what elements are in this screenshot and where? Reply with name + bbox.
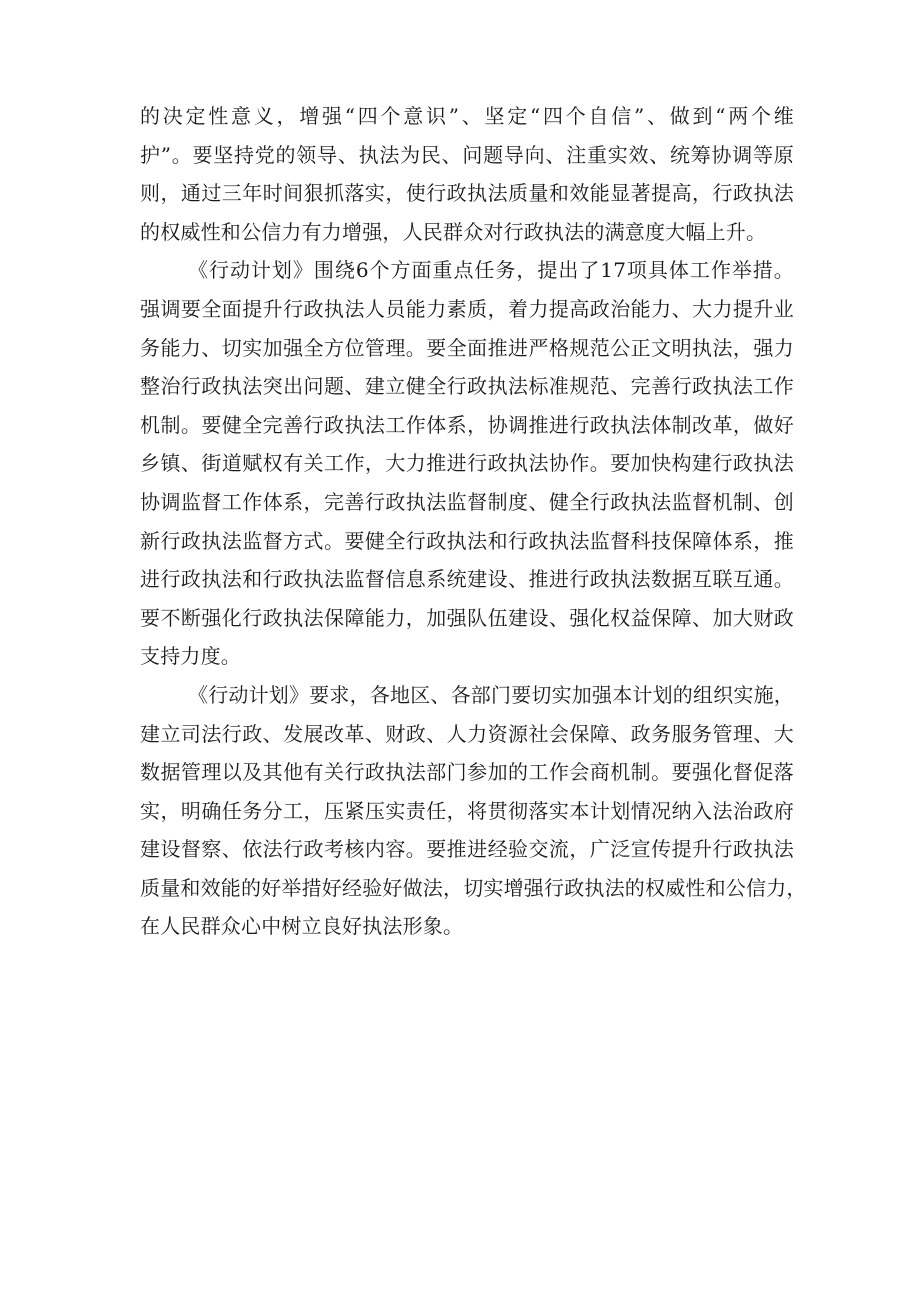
text-line: 的权威性和公信力有力增强，人民群众对行政执法的满意度大幅上升。 xyxy=(140,219,767,244)
text-line: 务能力、切实加强全方位管理。要全面推进严格规范公正文明执法，强力 xyxy=(140,335,794,360)
text-line: 《行动计划》要求，各地区、各部门要切实加强本计划的组织实施， xyxy=(188,682,794,707)
text-line: 强调要全面提升行政执法人员能力素质，着力提高政治能力、大力提升业 xyxy=(140,296,794,321)
text-line: 协调监督工作体系，完善行政执法监督制度、健全行政执法监督机制、创 xyxy=(140,489,794,514)
text-line: 建设督察、依法行政考核内容。要推进经验交流，广泛宣传提升行政执法 xyxy=(140,837,794,862)
text-line: 新行政执法监督方式。要健全行政执法和行政执法监督科技保障体系，推 xyxy=(140,528,794,553)
text-line: 在人民群众心中树立良好执法形象。 xyxy=(140,914,464,939)
document-body xyxy=(140,97,807,946)
text-line: 建立司法行政、发展改革、财政、人力资源社会保障、政务服务管理、大 xyxy=(140,721,794,746)
text-line: 整治行政执法突出问题、建立健全行政执法标准规范、完善行政执法工作 xyxy=(140,374,794,399)
text-line: 机制。要健全完善行政执法工作体系，协调推进行政执法体制改革，做好 xyxy=(140,412,794,437)
text-line: 支持力度。 xyxy=(140,644,241,669)
text-line: 乡镇、街道赋权有关工作，大力推进行政执法协作。要加快构建行政执法 xyxy=(140,451,794,476)
text-line: 质量和效能的好举措好经验好做法，切实增强行政执法的权威性和公信力， xyxy=(140,875,807,900)
text-line: 《行动计划》围绕6个方面重点任务，提出了17项具体工作举措。 xyxy=(188,258,794,283)
text-line: 要不断强化行政执法保障能力，加强队伍建设、强化权益保障、加大财政 xyxy=(140,605,794,630)
text-line: 护”。要坚持党的领导、执法为民、问题导向、注重实效、统筹协调等原 xyxy=(140,142,794,167)
text-line: 则，通过三年时间狠抓落实，使行政执法质量和效能显著提高，行政执法 xyxy=(140,181,794,206)
text-line: 的决定性意义，增强“四个意识”、坚定“四个自信”、做到“两个维 xyxy=(140,104,794,128)
text-line: 进行政执法和行政执法监督信息系统建设、推进行政执法数据互联互通。 xyxy=(140,567,794,592)
text-line: 数据管理以及其他有关行政执法部门参加的工作会商机制。要强化督促落 xyxy=(140,760,794,785)
text-line: 实，明确任务分工，压紧压实责任，将贯彻落实本计划情况纳入法治政府 xyxy=(140,798,794,823)
